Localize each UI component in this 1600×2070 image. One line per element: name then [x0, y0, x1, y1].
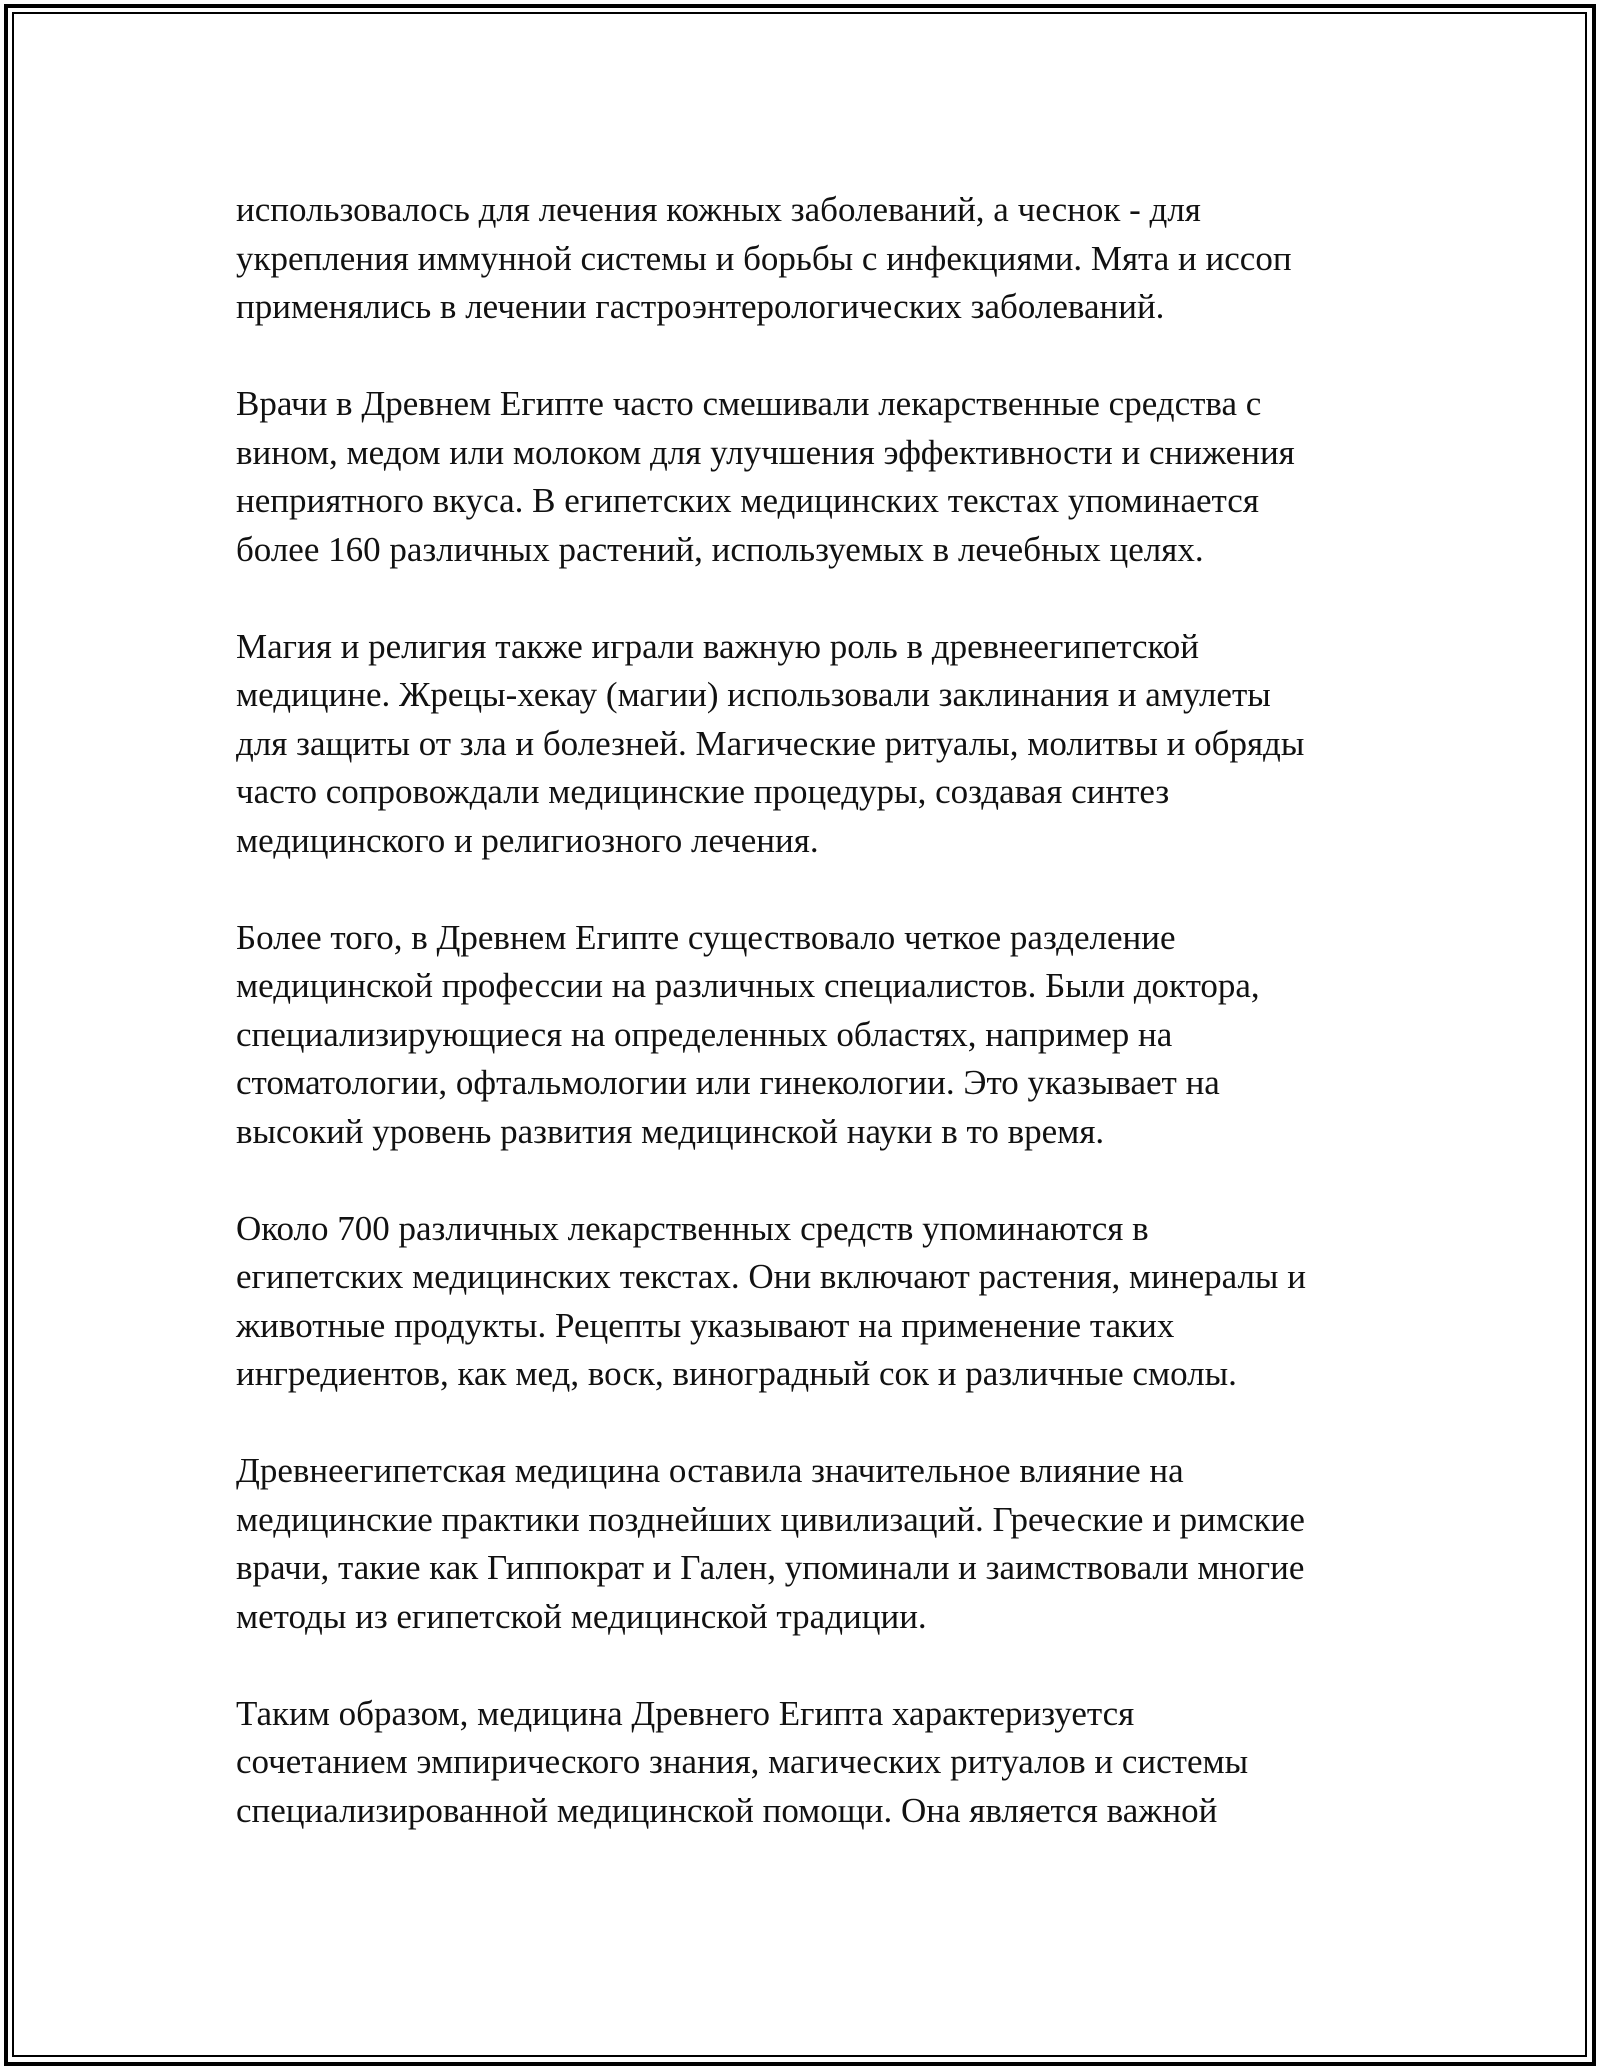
text-line: ингредиентов, как мед, воск, виноградный сок и различные смолы.: [236, 1354, 1237, 1393]
text-line: специализирующиеся на определенных областях, например на: [236, 1014, 1173, 1054]
text-line: Древнеегипетская медицина оставила значительное влияние на: [236, 1451, 1184, 1490]
text-line: вином, медом или молоком для улучшения эффективности и снижения: [236, 432, 1295, 472]
text-line: методы из египетской медицинской традиции.: [236, 1596, 927, 1636]
text-line: египетских медицинских текстах. Они включают растения, минералы и: [236, 1257, 1306, 1296]
text-line: Магия и религия также играли важную роль в древнеегипетской: [236, 626, 1200, 666]
paragraph-1: [236, 186, 1416, 332]
paragraph-6: [236, 1447, 1416, 1641]
text-line: медицинские практики позднейших цивилизаций. Греческие и римские: [236, 1499, 1305, 1539]
text-line: применялись в лечении гастроэнтерологических заболеваний.: [236, 287, 1165, 326]
text-line: более 160 различных растений, используемых в лечебных целях.: [236, 529, 1204, 569]
paragraph-5: [236, 1205, 1416, 1399]
text-line: Около 700 различных лекарственных средств упоминаются в: [236, 1208, 1149, 1248]
paragraph-4: [236, 914, 1416, 1157]
text-line: медицинской профессии на различных специалистов. Были доктора,: [236, 966, 1260, 1005]
text-line: медицине. Жрецы-хекау (магии) использовали заклинания и амулеты: [236, 675, 1271, 714]
text-line: животные продукты. Рецепты указывают на применение таких: [236, 1305, 1175, 1345]
document-body: [236, 186, 1416, 1884]
text-line: медицинского и религиозного лечения.: [236, 820, 819, 860]
text-line: Более того, в Древнем Египте существовало четкое разделение: [236, 917, 1176, 957]
paragraph-7: [236, 1690, 1416, 1836]
text-line: для защиты от зла и болезней. Магические ритуалы, молитвы и обряды: [236, 723, 1305, 763]
text-line: специализированной медицинской помощи. Она является важной: [236, 1790, 1218, 1830]
text-line: врачи, такие как Гиппократ и Гален, упоминали и заимствовали многие: [236, 1548, 1305, 1587]
text-line: высокий уровень развития медицинской науки в то время.: [236, 1111, 1105, 1151]
text-line: часто сопровождали медицинские процедуры, создавая синтез: [236, 772, 1170, 811]
text-line: сочетанием эмпирического знания, магических ритуалов и системы: [236, 1742, 1249, 1781]
paragraph-3: [236, 623, 1416, 866]
text-line: Таким образом, медицина Древнего Египта характеризуется: [236, 1693, 1135, 1733]
text-line: стоматологии, офтальмологии или гинекологии. Это указывает на: [236, 1063, 1220, 1102]
text-line: Врачи в Древнем Египте часто смешивали лекарственные средства с: [236, 384, 1262, 423]
text-line: неприятного вкуса. В египетских медицинских текстах упоминается: [236, 481, 1259, 520]
text-line: использовалось для лечения кожных заболеваний, а чеснок - для: [236, 190, 1201, 229]
paragraph-2: [236, 380, 1416, 574]
text-line: укрепления иммунной системы и борьбы с инфекциями. Мята и иссоп: [236, 238, 1292, 278]
